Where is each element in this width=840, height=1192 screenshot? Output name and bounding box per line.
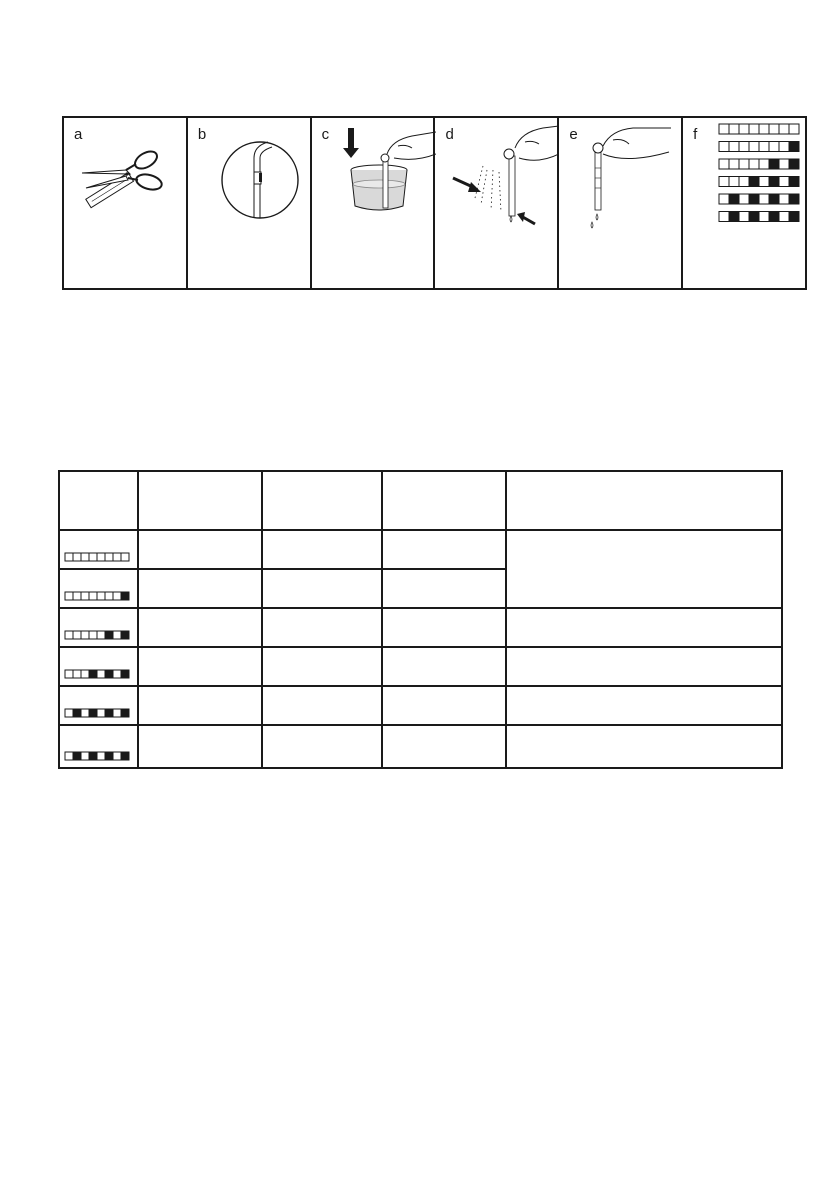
panel-a [64, 118, 188, 288]
strip-pad-light [719, 212, 729, 222]
strip-pad-dark [769, 194, 779, 204]
strip-pad-dark [769, 159, 779, 169]
table-cell [382, 647, 506, 686]
strip-pad-dark [789, 159, 799, 169]
table-cell [138, 569, 262, 608]
strip-pad-light [113, 752, 121, 760]
strip-pad-light [105, 553, 113, 561]
strip-pad-light [81, 553, 89, 561]
strip-pad-light [729, 124, 739, 134]
test-strip-icon [63, 588, 135, 602]
table-cell [382, 686, 506, 725]
table-note-cell [506, 608, 782, 647]
strip-pad-light [113, 670, 121, 678]
panel-letter: c [321, 126, 330, 143]
strip-pad-light [719, 194, 729, 204]
header-cell [138, 471, 262, 530]
strip-pad-light [739, 142, 749, 152]
strip-pad-dark [789, 194, 799, 204]
strip-pad-dark [105, 631, 113, 639]
table-note-cell [506, 686, 782, 725]
strip-pad-light [81, 631, 89, 639]
strip-pad-light [719, 159, 729, 169]
test-strip-icon [63, 666, 135, 680]
strip-pad-light [789, 124, 799, 134]
panel-c [312, 118, 436, 288]
test-strip-icon [63, 705, 135, 719]
strip-pad-light [81, 752, 89, 760]
panel-letter: f [693, 126, 698, 143]
strip-pad-light [739, 159, 749, 169]
strip-pad-light [739, 212, 749, 222]
strip-pad-dark [89, 670, 97, 678]
strip-cell [59, 608, 138, 647]
strip-pad-dark [749, 177, 759, 187]
strip-pad-light [65, 592, 73, 600]
panel-letter: a [74, 126, 83, 143]
strip-pad-dark [121, 631, 129, 639]
strip-pad-light [779, 142, 789, 152]
strip-pad-dark [121, 752, 129, 760]
strip-pad-light [779, 177, 789, 187]
strip-pad-dark [769, 177, 779, 187]
strip-pad-dark [749, 212, 759, 222]
table-cell [262, 647, 382, 686]
strip-cell [59, 686, 138, 725]
table-cell [382, 608, 506, 647]
strip-pad-light [759, 177, 769, 187]
header-cell [262, 471, 382, 530]
strip-pad-light [97, 752, 105, 760]
strip-pad-light [65, 670, 73, 678]
strip-pad-light [779, 212, 789, 222]
header-cell [506, 471, 782, 530]
strip-pad-dark [89, 752, 97, 760]
strip-pad-light [759, 142, 769, 152]
strip-cell [59, 530, 138, 569]
strip-pad-dark [729, 194, 739, 204]
strip-pad-light [759, 212, 769, 222]
table-row [59, 725, 782, 768]
table-cell [138, 647, 262, 686]
strip-pad-light [73, 553, 81, 561]
strip-pad-light [113, 631, 121, 639]
panel-e [559, 118, 683, 288]
strip-cell [59, 569, 138, 608]
strip-pad-light [729, 142, 739, 152]
table-note-cell [506, 530, 782, 608]
strip-pad-light [759, 124, 769, 134]
strip-pad-light [779, 124, 789, 134]
table-cell [262, 569, 382, 608]
panel-b [188, 118, 312, 288]
dip-strip-in-water-illustration [312, 118, 436, 288]
strip-pad-light [97, 592, 105, 600]
strip-pad-dark [121, 709, 129, 717]
strip-pad-light [121, 553, 129, 561]
strip-pad-dark [789, 177, 799, 187]
strip-pad-light [739, 177, 749, 187]
strip-pad-light [73, 670, 81, 678]
table-cell [382, 569, 506, 608]
strip-pad-dark [789, 142, 799, 152]
table-row [59, 686, 782, 725]
strip-pad-light [769, 124, 779, 134]
panel-f [683, 118, 805, 288]
table-cell [138, 608, 262, 647]
strip-pad-dark [769, 212, 779, 222]
header-cell [59, 471, 138, 530]
strip-pad-light [97, 631, 105, 639]
strip-pad-light [89, 631, 97, 639]
table-cell [262, 608, 382, 647]
strip-pad-light [113, 592, 121, 600]
table-note-cell [506, 647, 782, 686]
instruction-panels [62, 116, 807, 290]
strip-pad-light [759, 194, 769, 204]
strip-pad-dark [105, 670, 113, 678]
strip-pad-light [73, 592, 81, 600]
table-cell [262, 530, 382, 569]
strip-pad-dark [121, 670, 129, 678]
result-table [58, 470, 783, 769]
strip-pad-light [779, 159, 789, 169]
strip-pad-dark [105, 752, 113, 760]
strip-pad-light [73, 631, 81, 639]
strip-pad-dark [73, 709, 81, 717]
strip-pad-light [81, 670, 89, 678]
table-cell [382, 725, 506, 768]
strip-drip-illustration [559, 118, 683, 288]
strip-in-tube-illustration [188, 118, 312, 288]
strip-pad-light [749, 159, 759, 169]
panel-d [435, 118, 559, 288]
strip-pad-light [81, 709, 89, 717]
strip-pad-light [97, 670, 105, 678]
strip-pad-light [97, 553, 105, 561]
strip-pad-light [719, 124, 729, 134]
strip-pad-light [769, 142, 779, 152]
strip-pad-light [729, 159, 739, 169]
table-cell [138, 530, 262, 569]
strip-pad-dark [73, 752, 81, 760]
strip-pad-light [89, 553, 97, 561]
header-cell [382, 471, 506, 530]
strip-pad-light [729, 177, 739, 187]
table-cell [262, 725, 382, 768]
panel-letter: d [445, 126, 454, 143]
test-strip-icon [63, 549, 135, 563]
strip-pad-dark [121, 592, 129, 600]
strip-pad-light [779, 194, 789, 204]
table-cell [382, 530, 506, 569]
strip-pad-light [739, 194, 749, 204]
strip-pad-dark [749, 194, 759, 204]
strip-cell [59, 647, 138, 686]
table-row [59, 530, 782, 569]
strip-pad-light [719, 142, 729, 152]
table-cell [262, 686, 382, 725]
strip-pad-light [113, 709, 121, 717]
table-note-cell [506, 725, 782, 768]
table-row [59, 647, 782, 686]
strip-pad-light [719, 177, 729, 187]
strip-pad-light [749, 124, 759, 134]
strip-pad-light [65, 631, 73, 639]
table-cell [138, 686, 262, 725]
strip-pad-dark [789, 212, 799, 222]
test-strip-icon [63, 627, 135, 641]
panel-letter: e [569, 126, 578, 143]
table-header-row [59, 471, 782, 530]
panel-letter: b [197, 126, 207, 143]
strip-pad-light [97, 709, 105, 717]
scissors-cutting-strip-illustration [64, 118, 178, 288]
strip-pad-light [739, 124, 749, 134]
table-row [59, 608, 782, 647]
strip-pad-light [81, 592, 89, 600]
strip-pad-light [749, 142, 759, 152]
strip-pad-light [89, 592, 97, 600]
strip-pad-dark [89, 709, 97, 717]
strip-pad-dark [105, 709, 113, 717]
strip-pad-light [759, 159, 769, 169]
strip-pad-dark [729, 212, 739, 222]
strip-pad-light [105, 592, 113, 600]
strip-pad-light [113, 553, 121, 561]
strip-pad-light [65, 752, 73, 760]
strip-pad-light [65, 709, 73, 717]
strip-cell [59, 725, 138, 768]
strip-scale-illustration [683, 118, 807, 288]
shake-strip-illustration [435, 118, 559, 288]
strip-pad-light [65, 553, 73, 561]
test-strip-icon [63, 748, 135, 762]
table-cell [138, 725, 262, 768]
